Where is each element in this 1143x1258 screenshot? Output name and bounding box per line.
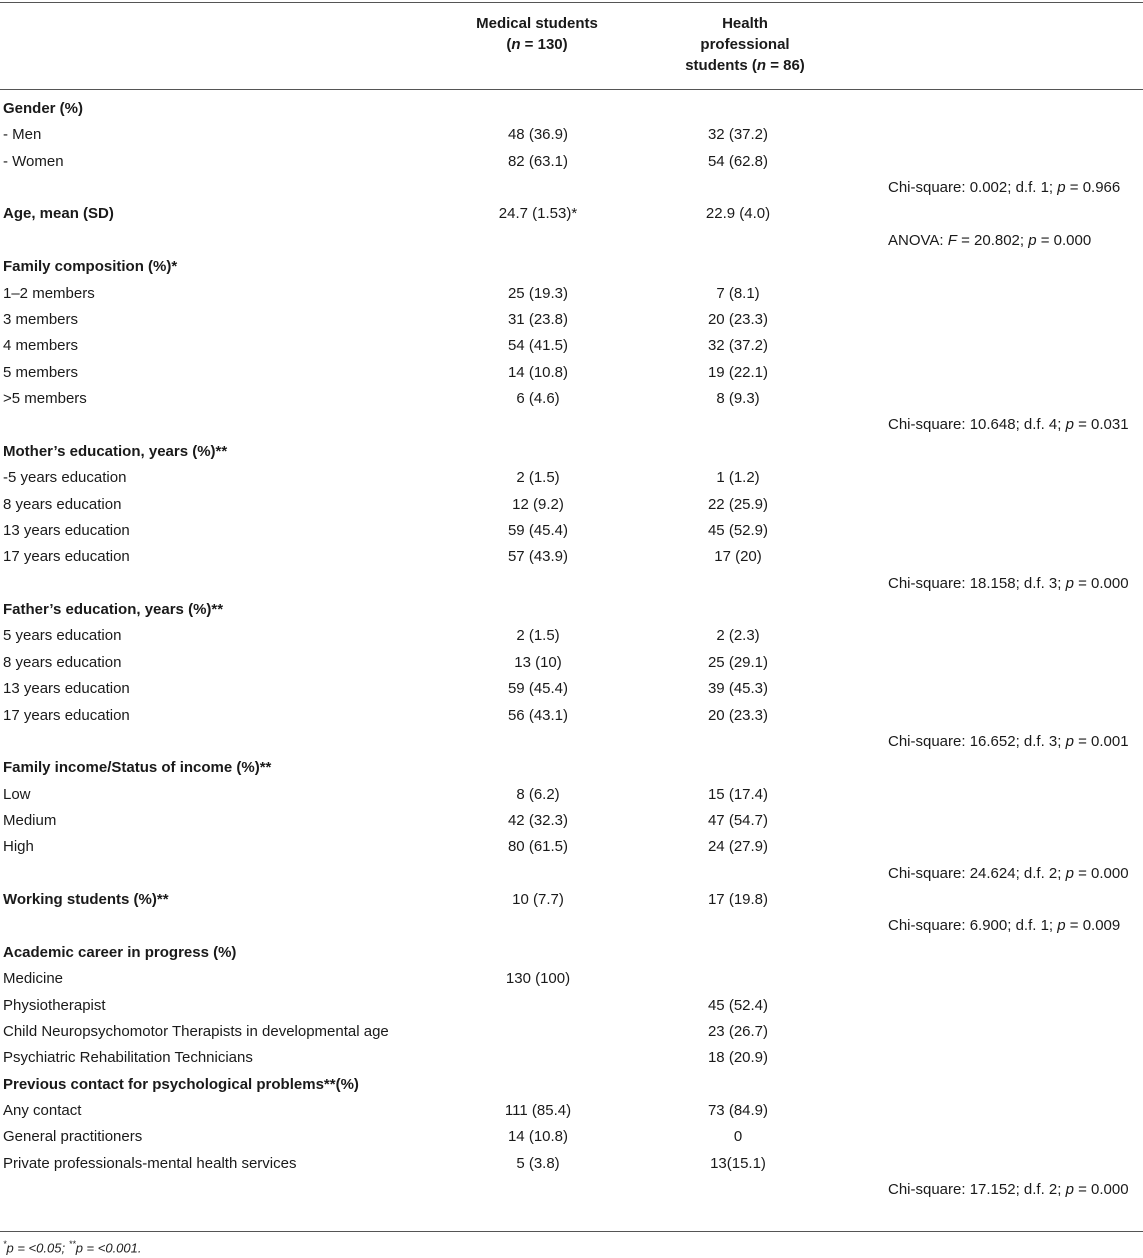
medical-students-value: 57 (43.9) xyxy=(507,548,569,566)
table-row xyxy=(0,970,1143,996)
test-statistic: Chi-square: 10.648; d.f. 4; p = 0.031 xyxy=(888,416,1129,434)
row-label: Private professionals-mental health services xyxy=(3,1154,297,1172)
health-professional-value: 45 (52.4) xyxy=(707,996,769,1014)
table-row xyxy=(0,680,1143,706)
header-medical-n-value: = 130) xyxy=(520,36,568,53)
table-row xyxy=(0,522,1143,548)
medical-students-value: 2 (1.5) xyxy=(516,627,560,645)
section-label: Family income/Status of income (%)** xyxy=(3,759,272,777)
health-professional-value: 18 (20.9) xyxy=(707,1049,769,1067)
stat-symbol: p xyxy=(1065,864,1074,882)
table-row xyxy=(0,627,1143,653)
health-professional-value: 13(15.1) xyxy=(710,1154,766,1172)
row-label: 5 years education xyxy=(3,627,122,645)
header-medical-n xyxy=(462,34,612,55)
statistic-row xyxy=(0,179,1143,205)
health-professional-value: 22 (25.9) xyxy=(707,495,769,513)
header-hp-n-value: = 86) xyxy=(766,57,805,74)
footnote-text-1: p = <0.05; xyxy=(6,1240,69,1256)
table-row xyxy=(0,153,1143,179)
row-label: Psychiatric Rehabilitation Technicians xyxy=(3,1049,253,1067)
table-top-rule xyxy=(0,2,1143,3)
table-row xyxy=(0,786,1143,812)
header-hp-line3-text: students ( xyxy=(685,57,757,74)
stat-symbol: p xyxy=(1065,1181,1074,1199)
row-label: 3 members xyxy=(3,310,79,328)
row-label: - Men xyxy=(3,126,42,144)
health-professional-value: 2 (2.3) xyxy=(716,627,760,645)
footnote-mark-2: ** xyxy=(68,1239,76,1249)
table-bottom-rule xyxy=(0,1231,1143,1232)
medical-students-value: 5 (3.8) xyxy=(516,1154,560,1172)
health-professional-value: 47 (54.7) xyxy=(707,811,769,829)
health-professional-value: 25 (29.1) xyxy=(707,653,769,671)
section-header-row xyxy=(0,944,1143,970)
health-professional-value: 17 (20) xyxy=(714,548,762,566)
medical-students-value: 10 (7.7) xyxy=(512,891,564,909)
section-header-row xyxy=(0,205,1143,231)
section-label: Working students (%)** xyxy=(3,891,169,909)
section-label: Father’s education, years (%)** xyxy=(3,601,224,619)
health-professional-value: 0 xyxy=(733,1128,743,1146)
stat-symbol: p xyxy=(1065,574,1074,592)
section-header-row xyxy=(0,1076,1143,1102)
statistic-row xyxy=(0,575,1143,601)
section-label: Age, mean (SD) xyxy=(3,205,114,223)
row-label: - Women xyxy=(3,152,64,170)
row-label: Medicine xyxy=(3,970,64,988)
medical-students-value: 130 (100) xyxy=(505,970,571,988)
header-hp-n-label: n xyxy=(756,57,767,74)
medical-students-value: 13 (10) xyxy=(514,653,562,671)
table-row xyxy=(0,364,1143,390)
medical-students-value: 59 (45.4) xyxy=(507,521,569,539)
row-label: 17 years education xyxy=(3,548,130,566)
medical-students-value: 42 (32.3) xyxy=(507,811,569,829)
test-statistic: Chi-square: 17.152; d.f. 2; p = 0.000 xyxy=(888,1181,1129,1199)
header-hp-line3 xyxy=(660,55,830,76)
statistic-row xyxy=(0,865,1143,891)
statistic-row xyxy=(0,1181,1143,1207)
medical-students-value: 54 (41.5) xyxy=(507,337,569,355)
row-label: Child Neuropsychomotor Therapists in developmental age xyxy=(3,1022,389,1040)
health-professional-value: 22.9 (4.0) xyxy=(705,205,771,223)
table-row xyxy=(0,1155,1143,1181)
section-header-row xyxy=(0,759,1143,785)
significance-footnote xyxy=(3,1239,141,1255)
health-professional-value: 1 (1.2) xyxy=(716,469,760,487)
medical-students-value: 2 (1.5) xyxy=(516,469,560,487)
stat-symbol: p xyxy=(1057,179,1066,197)
statistic-row xyxy=(0,917,1143,943)
medical-students-value: 82 (63.1) xyxy=(507,152,569,170)
stat-symbol: p xyxy=(1057,917,1066,935)
table-row xyxy=(0,1128,1143,1154)
medical-students-value: 25 (19.3) xyxy=(507,284,569,302)
medical-students-value: 6 (4.6) xyxy=(516,390,560,408)
health-professional-value: 32 (37.2) xyxy=(707,337,769,355)
footnote-mark-1: * xyxy=(3,1239,7,1249)
table-header-rule xyxy=(0,89,1143,90)
table-row xyxy=(0,285,1143,311)
table-row xyxy=(0,548,1143,574)
medical-students-value: 12 (9.2) xyxy=(512,495,564,513)
table-row xyxy=(0,654,1143,680)
table-row xyxy=(0,311,1143,337)
health-professional-value: 17 (19.8) xyxy=(707,891,769,909)
section-label: Previous contact for psychological problems**(%) xyxy=(3,1075,359,1093)
statistic-row xyxy=(0,733,1143,759)
test-statistic: Chi-square: 0.002; d.f. 1; p = 0.966 xyxy=(888,179,1121,197)
row-label: 13 years education xyxy=(3,521,130,539)
health-professional-value: 8 (9.3) xyxy=(716,390,760,408)
statistic-row xyxy=(0,232,1143,258)
medical-students-value: 80 (61.5) xyxy=(507,838,569,856)
row-label: 1–2 members xyxy=(3,284,95,302)
health-professional-value: 24 (27.9) xyxy=(707,838,769,856)
table-row xyxy=(0,1023,1143,1049)
medical-students-value: 8 (6.2) xyxy=(516,785,560,803)
health-professional-value: 39 (45.3) xyxy=(707,680,769,698)
table-row xyxy=(0,496,1143,522)
health-professional-value: 23 (26.7) xyxy=(707,1022,769,1040)
medical-students-value: 111 (85.4) xyxy=(504,1102,572,1120)
table-row xyxy=(0,997,1143,1023)
health-professional-value: 45 (52.9) xyxy=(707,521,769,539)
row-label: 13 years education xyxy=(3,680,130,698)
row-label: -5 years education xyxy=(3,469,127,487)
table-row xyxy=(0,390,1143,416)
test-statistic: ANOVA: F = 20.802; p = 0.000 xyxy=(888,231,1092,249)
table-row xyxy=(0,469,1143,495)
row-label: 17 years education xyxy=(3,706,130,724)
footnote-text-2: p = <0.001. xyxy=(75,1240,142,1256)
health-professional-value: 19 (22.1) xyxy=(707,363,769,381)
medical-students-value: 31 (23.8) xyxy=(507,310,569,328)
medical-students-value: 48 (36.9) xyxy=(507,126,569,144)
health-professional-value: 54 (62.8) xyxy=(707,152,769,170)
medical-students-value: 56 (43.1) xyxy=(507,706,569,724)
health-professional-value: 15 (17.4) xyxy=(707,785,769,803)
header-medical-n-open: ( xyxy=(506,36,512,53)
table-row xyxy=(0,1049,1143,1075)
table-row xyxy=(0,707,1143,733)
test-statistic: Chi-square: 24.624; d.f. 2; p = 0.000 xyxy=(888,864,1129,882)
header-medical-title: Medical students xyxy=(476,15,598,32)
medical-students-value: 14 (10.8) xyxy=(507,1128,569,1146)
table-row xyxy=(0,1102,1143,1128)
stat-symbol: p xyxy=(1065,732,1074,750)
health-professional-value: 7 (8.1) xyxy=(716,284,760,302)
row-label: 8 years education xyxy=(3,495,122,513)
row-label: 4 members xyxy=(3,337,79,355)
section-header-row xyxy=(0,258,1143,284)
stat-symbol: p xyxy=(1065,416,1074,434)
section-label: Academic career in progress (%) xyxy=(3,943,237,961)
section-label: Mother’s education, years (%)** xyxy=(3,442,228,460)
test-statistic: Chi-square: 16.652; d.f. 3; p = 0.001 xyxy=(888,732,1129,750)
medical-students-value: 24.7 (1.53)* xyxy=(498,205,578,223)
header-medical-students xyxy=(462,13,612,55)
row-label: 5 members xyxy=(3,363,79,381)
health-professional-value: 20 (23.3) xyxy=(707,706,769,724)
test-statistic: Chi-square: 6.900; d.f. 1; p = 0.009 xyxy=(888,917,1121,935)
statistic-row xyxy=(0,416,1143,442)
section-header-row xyxy=(0,443,1143,469)
row-label: Any contact xyxy=(3,1102,82,1120)
section-header-row xyxy=(0,601,1143,627)
header-hp-line1: Health xyxy=(722,15,768,32)
header-hp-line2: professional xyxy=(700,36,790,53)
stat-symbol: F xyxy=(947,231,957,249)
medical-students-value: 59 (45.4) xyxy=(507,680,569,698)
table-row xyxy=(0,838,1143,864)
row-label: Medium xyxy=(3,811,57,829)
medical-students-value: 14 (10.8) xyxy=(507,363,569,381)
section-label: Family composition (%)* xyxy=(3,258,178,276)
row-label: Physiotherapist xyxy=(3,996,106,1014)
health-professional-value: 20 (23.3) xyxy=(707,310,769,328)
row-label: >5 members xyxy=(3,390,87,408)
row-label: Low xyxy=(3,785,31,803)
row-label: High xyxy=(3,838,34,856)
section-label: Gender (%) xyxy=(3,100,84,117)
section-header-row xyxy=(0,100,1143,126)
header-health-professional-students xyxy=(660,13,830,76)
header-medical-n-label: n xyxy=(511,36,521,53)
section-header-row xyxy=(0,891,1143,917)
table-row xyxy=(0,337,1143,363)
health-professional-value: 73 (84.9) xyxy=(707,1102,769,1120)
row-label: General practitioners xyxy=(3,1128,143,1146)
table-row xyxy=(0,812,1143,838)
row-label: 8 years education xyxy=(3,653,122,671)
stat-symbol: p xyxy=(1028,231,1037,249)
test-statistic: Chi-square: 18.158; d.f. 3; p = 0.000 xyxy=(888,574,1129,592)
health-professional-value: 32 (37.2) xyxy=(707,126,769,144)
table-row xyxy=(0,126,1143,152)
